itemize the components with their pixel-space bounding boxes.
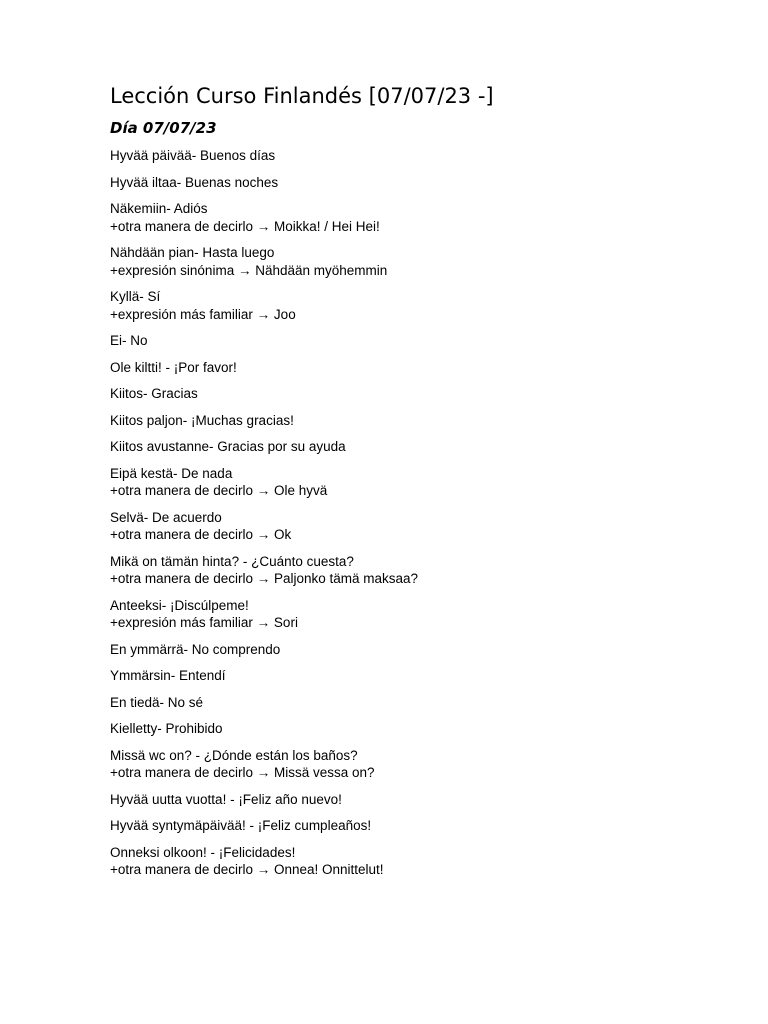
phrase-translation: En tiedä- No sé: [110, 694, 204, 710]
phrase-translation: Hyvää päivää- Buenos días: [110, 148, 276, 163]
document-title: Lección Curso Finlandés [07/07/23 -]: [110, 84, 494, 108]
phrase-entry: [110, 147, 730, 165]
phrase-translation: Kiitos avustanne- Gracias por su ayuda: [110, 439, 346, 454]
phrase-translation: Hyvää iltaa- Buenas noches: [110, 174, 279, 190]
phrase-translation: Missä wc on? - ¿Dónde están los baños?: [110, 747, 358, 763]
phrase-translation: Eipä kestä- De nada: [110, 465, 233, 481]
phrase-alternative: +otra manera de decirlo → Ole hyvä: [110, 483, 328, 498]
phrase-alternative: +otra manera de decirlo → Moikka! / Hei Hei!: [110, 218, 380, 234]
phrase-alternative: +otra manera de decirlo → Missä vessa on?: [110, 765, 375, 780]
phrase-entry: [110, 288, 730, 323]
phrase-entry: [110, 438, 730, 456]
phrase-alternative: +otra manera de decirlo → Onnea! Onnittelut!: [110, 862, 384, 877]
phrase-translation: Kyllä- Sí: [110, 289, 161, 304]
phrase-entry: [110, 641, 730, 659]
phrase-translation: Nähdään pian- Hasta luego: [110, 245, 275, 260]
phrase-entry: [110, 817, 730, 835]
phrase-alternative: +expresión sinónima → Nähdään myöhemmin: [110, 262, 388, 278]
phrase-entry: [110, 200, 730, 235]
phrase-alternative: +otra manera de decirlo → Paljonko tämä maksaa?: [110, 571, 419, 586]
phrase-translation: Mikä on tämän hinta? - ¿Cuánto cuesta?: [110, 553, 354, 569]
phrase-entry: [110, 597, 730, 632]
phrase-translation: Ei- No: [110, 333, 148, 348]
phrase-entry: [110, 174, 730, 192]
phrase-entry: [110, 412, 730, 430]
phrase-translation: Selvä- De acuerdo: [110, 509, 222, 525]
phrase-entry: [110, 720, 730, 738]
phrase-entry: [110, 385, 730, 403]
phrase-entry: [110, 694, 730, 712]
phrase-translation: Kiitos- Gracias: [110, 386, 198, 401]
phrase-translation: En ymmärrä- No comprendo: [110, 641, 281, 657]
phrase-alternative: +otra manera de decirlo → Ok: [110, 527, 292, 542]
phrase-translation: Ymmärsin- Entendí: [110, 668, 226, 683]
phrase-entry: [110, 844, 730, 879]
phrase-translation: Onneksi olkoon! - ¡Felicidades!: [110, 844, 296, 860]
phrase-translation: Kielletty- Prohibido: [110, 721, 223, 736]
phrase-translation: Ole kiltti! - ¡Por favor!: [110, 359, 237, 375]
phrase-entry: [110, 667, 730, 685]
phrase-translation: Anteeksi- ¡Discúlpeme!: [110, 597, 249, 613]
phrase-list: [110, 147, 730, 888]
phrase-entry: [110, 244, 730, 279]
phrase-entry: [110, 509, 730, 544]
phrase-entry: [110, 465, 730, 500]
phrase-entry: [110, 791, 730, 809]
phrase-alternative: +expresión más familiar → Joo: [110, 306, 296, 322]
phrase-entry: [110, 747, 730, 782]
phrase-alternative: +expresión más familiar → Sori: [110, 615, 298, 630]
phrase-entry: [110, 332, 730, 350]
phrase-translation: Hyvää syntymäpäivää! - ¡Feliz cumpleaños!: [110, 818, 372, 833]
phrase-translation: Kiitos paljon- ¡Muchas gracias!: [110, 412, 294, 428]
phrase-translation: Hyvää uutta vuotta! - ¡Feliz año nuevo!: [110, 791, 342, 807]
phrase-translation: Näkemiin- Adiós: [110, 201, 208, 216]
phrase-entry: [110, 359, 730, 377]
phrase-entry: [110, 553, 730, 588]
document-subtitle: Día 07/07/23: [110, 119, 217, 137]
